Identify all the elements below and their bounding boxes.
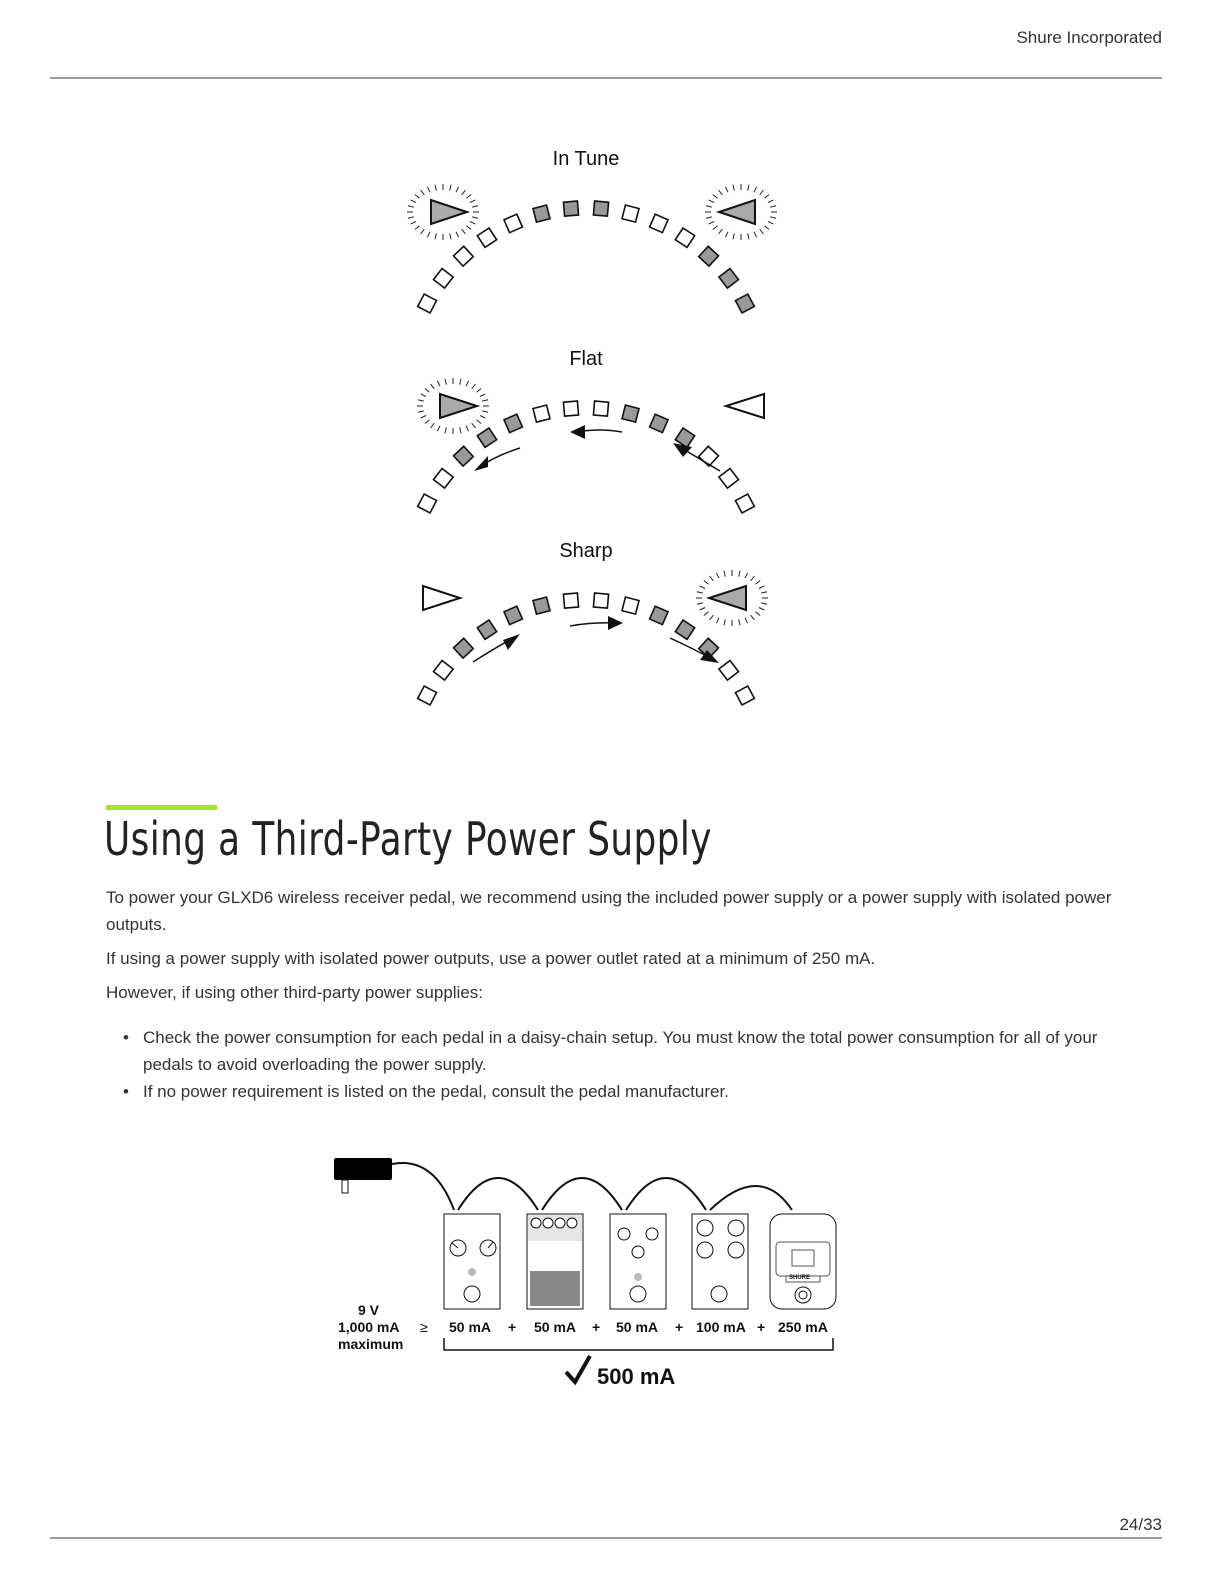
- supply-voltage: 9 V: [358, 1302, 380, 1318]
- flat-meter: [380, 348, 810, 518]
- tuning-segment: [454, 246, 474, 266]
- total-bracket: [444, 1338, 833, 1350]
- plus-sign: +: [508, 1319, 517, 1335]
- tuning-segment: [563, 401, 578, 416]
- tuning-segments: [418, 201, 755, 313]
- tuning-segment: [735, 686, 754, 705]
- bullet-item: • Check the power consumption for each pedal in a daisy-chain setup. You must know the total power consumption for all of your pedals to avoid overloading the power supply.: [106, 1024, 1136, 1078]
- tuning-segment: [699, 446, 719, 466]
- company-name: Shure Incorporated: [1016, 28, 1162, 47]
- plus-sign: +: [757, 1319, 766, 1335]
- power-cable: [392, 1163, 454, 1210]
- tuner-title-flat: Flat: [569, 348, 603, 370]
- device-brand-logo: SHURE: [789, 1275, 811, 1281]
- tuning-segment: [735, 494, 754, 513]
- tuning-segment: [504, 606, 522, 624]
- plus-sign: +: [675, 1319, 684, 1335]
- tuning-segment: [593, 593, 608, 608]
- plug-prong-icon: [342, 1180, 348, 1193]
- tuning-segments: [418, 593, 755, 705]
- daisy-cable: [542, 1178, 622, 1210]
- plus-sign: +: [592, 1319, 601, 1335]
- paragraph-third-party: However, if using other third-party power supplies:: [106, 983, 484, 1002]
- paragraph-isolated-outputs: If using a power supply with isolated power outputs, use a power outlet rated at a minimum of 250 mA.: [106, 949, 876, 968]
- sharp-indicator-lit: [709, 586, 746, 610]
- tuning-segment: [675, 228, 694, 247]
- tuner-title-sharp: Sharp: [559, 540, 613, 562]
- flat-indicator-lit: [431, 200, 467, 224]
- flat-indicator-lit: [440, 394, 477, 418]
- tuner-diagram-in-tune: [380, 148, 810, 318]
- page-number: 24/33: [1119, 1515, 1162, 1534]
- tuning-segment: [477, 228, 496, 247]
- flat-indicator-unlit: [423, 586, 460, 610]
- sharp-indicator-unlit: [726, 394, 764, 418]
- tuning-segment: [533, 205, 550, 222]
- tuning-segment: [504, 214, 522, 232]
- section-accent-bar: [106, 805, 217, 810]
- in-tune-meter: [380, 148, 810, 318]
- tuning-segment: [650, 606, 668, 624]
- tuning-segment: [719, 660, 739, 680]
- page-footer-rule: [50, 1537, 1162, 1539]
- tuning-segment: [418, 686, 437, 705]
- tuning-segment: [563, 593, 578, 608]
- tuning-segment: [433, 268, 453, 288]
- tuning-segment: [477, 620, 496, 639]
- daisy-cable: [458, 1178, 538, 1210]
- tuning-segment: [719, 268, 739, 288]
- tuning-segment: [433, 660, 453, 680]
- pedal-load: 50 mA: [534, 1319, 577, 1335]
- check-icon: [566, 1356, 590, 1382]
- tuning-segment: [650, 414, 668, 432]
- bullet-list: [106, 1024, 1136, 1105]
- tuning-segment: [675, 620, 694, 639]
- pedal-2: [527, 1214, 583, 1309]
- power-adapter: [334, 1158, 392, 1180]
- tuning-segment: [533, 597, 550, 614]
- tuning-segment: [622, 205, 639, 222]
- paragraph-recommendation: To power your GLXD6 wireless receiver pedal, we recommend using the included power supply or a power supply with isolated power outputs.: [106, 888, 1112, 934]
- tuning-segment: [593, 201, 608, 216]
- tuner-diagram-flat: [380, 348, 810, 518]
- tuning-segment: [622, 597, 639, 614]
- tuning-segment: [533, 405, 550, 422]
- comparator-sign: ≥: [420, 1319, 428, 1335]
- tuning-segment: [433, 468, 453, 488]
- tuning-segment: [622, 405, 639, 422]
- pedal-1: [444, 1214, 500, 1309]
- daisy-cable: [626, 1178, 706, 1210]
- tuning-segment: [418, 494, 437, 513]
- tuning-segment: [735, 294, 754, 313]
- tuner-title-in-tune: In Tune: [552, 148, 620, 170]
- daisy-chain-diagram: [330, 1150, 850, 1400]
- tuning-segment: [650, 214, 668, 232]
- pedal-3: [610, 1214, 666, 1309]
- daisy-chain-illustration: [330, 1150, 850, 1400]
- tuning-segment: [418, 294, 437, 313]
- pedal-load: 50 mA: [616, 1319, 659, 1335]
- tuning-segment: [563, 201, 578, 216]
- tuning-segment: [699, 246, 719, 266]
- tuning-segment: [719, 468, 739, 488]
- total-current: 500 mA: [597, 1364, 676, 1389]
- bullet-item: • If no power requirement is listed on the pedal, consult the pedal manufacturer.: [106, 1078, 1136, 1105]
- tuning-segments: [418, 401, 755, 513]
- section-title: Using a Third-Party Power Supply: [104, 812, 712, 866]
- daisy-cable: [710, 1186, 792, 1210]
- supply-current: 1,000 mA: [338, 1319, 400, 1335]
- pedal-4: [692, 1214, 748, 1309]
- tuning-segment: [454, 638, 474, 658]
- tuning-segment: [454, 446, 474, 466]
- tuning-segment: [504, 414, 522, 432]
- supply-note: maximum: [338, 1336, 404, 1352]
- pedal-load: 50 mA: [449, 1319, 492, 1335]
- tuning-segment: [593, 401, 608, 416]
- page-header: [50, 0, 1162, 79]
- sharp-indicator-lit: [719, 200, 755, 224]
- glxd6-receiver: [770, 1214, 836, 1309]
- pedal-load: 100 mA: [696, 1319, 746, 1335]
- sharp-meter: [380, 540, 810, 710]
- tuning-segment: [477, 428, 496, 447]
- tuner-diagram-sharp: [380, 540, 810, 710]
- pedal-load: 250 mA: [778, 1319, 828, 1335]
